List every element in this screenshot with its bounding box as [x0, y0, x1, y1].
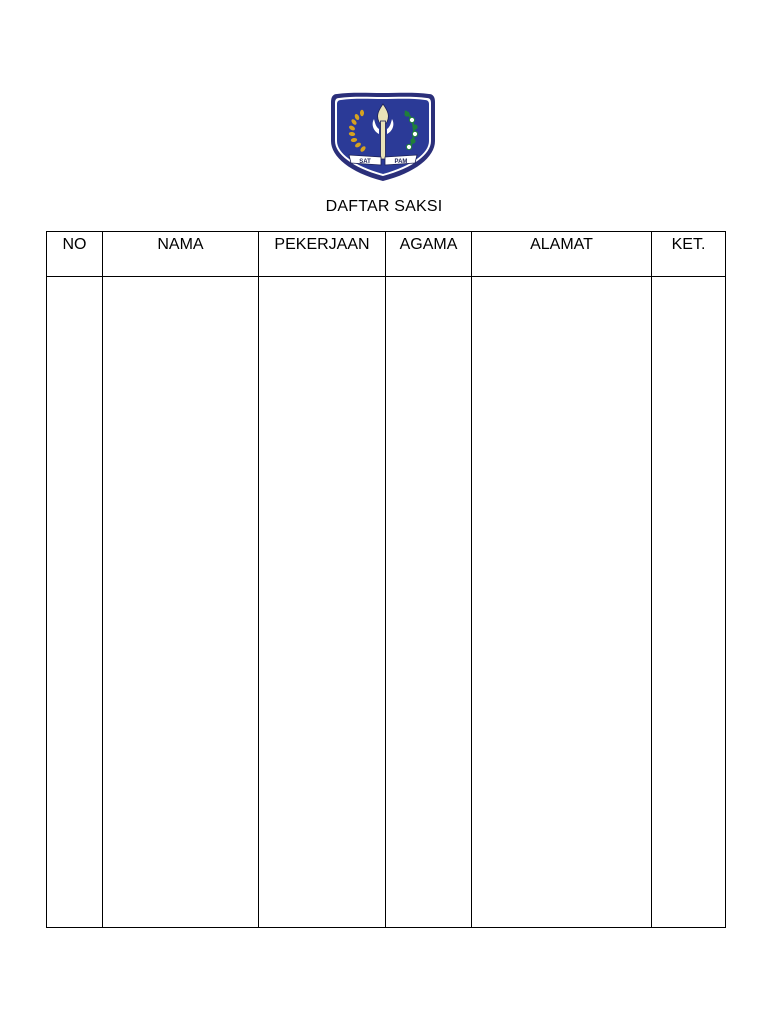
- column-header-pekerjaan: PEKERJAAN: [259, 232, 386, 277]
- cell-ket: [652, 277, 726, 928]
- column-header-nama: NAMA: [103, 232, 259, 277]
- cell-agama: [386, 277, 472, 928]
- cell-no: [47, 277, 103, 928]
- table-row: [47, 277, 726, 928]
- ribbon-left-text: SAT: [359, 159, 371, 165]
- cell-alamat: [472, 277, 652, 928]
- column-header-no: NO: [47, 232, 103, 277]
- page-title: DAFTAR SAKSI: [325, 198, 443, 215]
- ribbon-right-text: PAM: [394, 159, 408, 165]
- satpam-emblem: [329, 91, 437, 183]
- table-header-row: [47, 232, 726, 277]
- cell-pekerjaan: [259, 277, 386, 928]
- witness-list-table: [46, 231, 726, 928]
- shield-emblem-icon: [329, 91, 437, 183]
- cell-nama: [103, 277, 259, 928]
- column-header-agama: AGAMA: [386, 232, 472, 277]
- column-header-ket: KET.: [652, 232, 726, 277]
- column-header-alamat: ALAMAT: [472, 232, 652, 277]
